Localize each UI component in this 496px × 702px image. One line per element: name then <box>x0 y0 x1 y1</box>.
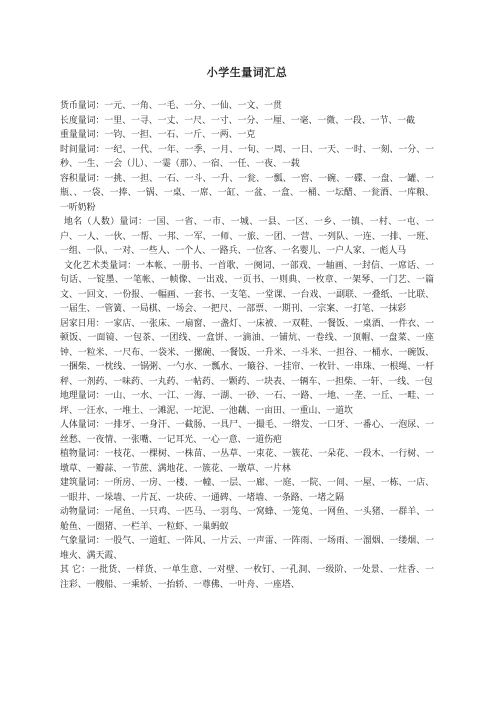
paragraph-currency: 货币量词：一元、一角、一毛、一分、一仙、一文、一贯 <box>60 101 282 111</box>
paragraph-weight: 重量量词：一钧、一担、一石、一斤、一两、一克 <box>60 130 256 140</box>
paragraph-place: 地名（人数）量词：一国、一省、一市、一城、一县、一区、一乡、一镇、一村、一屯、一户、一人、一伙、一帮、一邦、一军、一师、一旅、一团、一营、一列队、一连、一排、一班、一组、一队、一对、一些人、一个人、一路兵、一位客、一名婴儿、一户人家、一彪人马 <box>60 217 434 256</box>
paragraph-building: 建筑量词：一所房、一房、一楼、一幢、一层、一廊、一庭、一院、一间、一屋、一栋、一店、一眼井、一垛墙、一片瓦、一块砖、一通碑、一堵墙、一条路、一堵之隔 <box>60 478 434 503</box>
paragraph-geography: 地理量词：一山、一水、一江、一海、一湖、一砂、一石、一路、一地、一垄、一丘、一畦、一坪、一汪水、一堆土、一滩泥、一坨泥、一池藕、一亩田、一重山、一道坎 <box>60 391 434 416</box>
paragraph-plant: 植物量词：一枝花、一棵树、一株苗、一丛草、一束花、一簇花、一朵花、一段木、一行树、一墩草、一瓣蒜、一节蔗、满地花、一簇花、一墩草、一片林 <box>60 449 434 474</box>
paragraph-body: 人体量词：一排牙、一身汗、一截肠、一具尸、一撮毛、一绺发、一口牙、一番心、一泡尿、一丝愁、一夜情、一张嘴、一记耳光、一心一意、一道伤疤 <box>60 420 434 445</box>
paragraph-weather: 气象量词：一股气、一道虹、一阵风、一片云、一声雷、一阵雨、一场雨、一溜烟、一缕烟、一堆火、满天霞、 <box>60 536 434 561</box>
paragraph-other: 其 它：一批货、一样货、一单生意、一对壁、一枚钉、一孔洞、一级阶、一处景、一炷香、一注彩、一艘船、一乘轿、一抬轿、一尊佛、一叶舟、一座塔、 <box>60 565 434 590</box>
paragraph-household: 居家日用：一家店、一张床、一扇窗、一盏灯、一床被、一双鞋、一餐饭、一桌酒、一件衣、一顿饭、一面镜、一包茶、一团线、一盒饼、一滴油、一铺炕、一卷线、一顶帽、一盘菜、一座钟、一粒米、一尺布、一袋米、一摞碗、一餐饭、一升米、一斗米、一担谷、一桶水、一碗饭、一捆柴、一枕线、一锅粥、一勺水、一瓢水、一簸谷、一挂帘、一枚针、一串珠、一根绳、一杆秤、一剂药、一味药、一丸药、一帖药、一颗药、一块表、一辆车、一担柴、一轩、一线、一包 <box>60 318 434 387</box>
paragraph-length: 长度量词：一里、一寻、一丈、一尺、一寸、一分、一厘、一毫、一微、一段、一节、一截 <box>60 115 415 126</box>
paragraph-time: 时间量词：一纪、一代、一年、一季、一月、一旬、一周、一日、一天、一时、一刻、一分、一秒、一生、一会（儿）、一霎（那）、一宿、一任、一夜、一载 <box>60 144 434 169</box>
paragraph-culture: 文化艺术类量词：一本帐、一册书、一首歌、一阕词、一部戏、一轴画、一封信、一席话、一句话、一锭墨、一笔帐、一帧像、一出戏、一页书、一则典、一枚章、一架琴、一门艺、一篇文、一回文、一份报、一幅画、一套书、一支笔、一堂课、一台戏、一副联、一叠纸、一比联、一届生、一管簧、一局棋、一场会、一把尺、一部票、一期刊、一宗案、一打笔、一抹彩 <box>60 260 434 314</box>
document-title: 小学生量词汇总 <box>206 66 288 79</box>
paragraph-animal: 动物量词：一尾鱼、一只鸡、一匹马、一羽鸟、一窝蜂、一笼兔、一网鱼、一头猪、一群羊、一舱鱼、一圈猪、一栏羊、一粒虾、一巢蚂蚁 <box>60 507 434 532</box>
paragraph-volume: 容积量词：一挑、一担、一石、一斗、一升、一瓮、一瓢、一窖、一碗、一碟、一盘、一罐、一瓶、、一袋、一捧、一锅、一桌、一席、一缸、一盆、一盒、一桶、一坛醋、一瓮酒、一库粮、一听奶粉 <box>60 173 434 213</box>
